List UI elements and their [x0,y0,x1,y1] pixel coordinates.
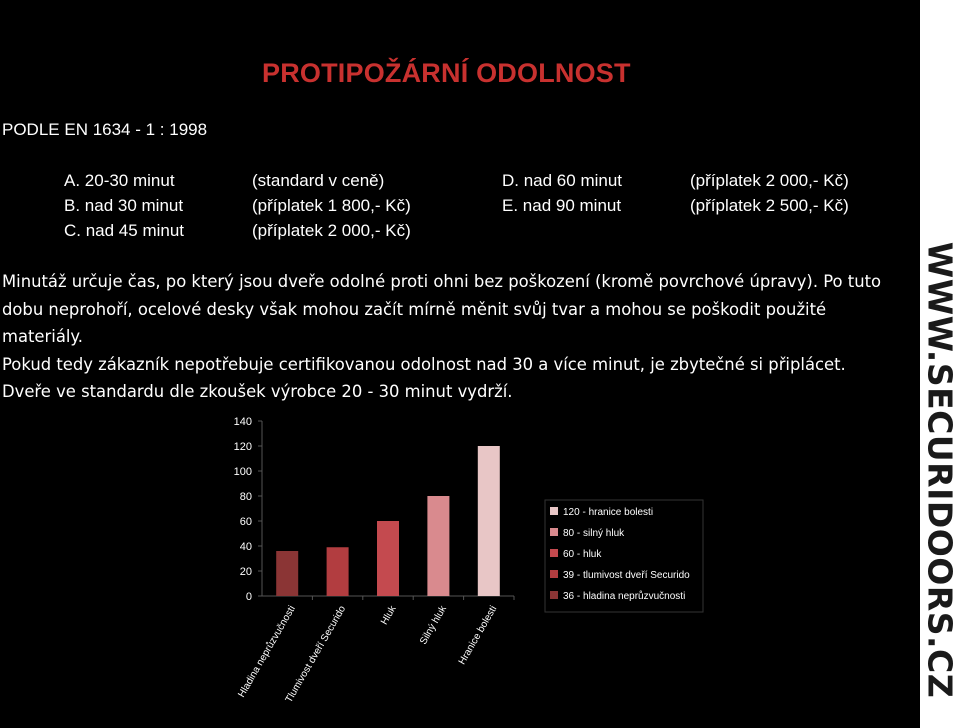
option-b-name: B. nad 30 minut [64,196,184,215]
legend-swatch [550,507,558,515]
bar [377,521,399,596]
option-e-price: (příplatek 2 500,- Kč) [690,196,849,215]
y-tick-label: 140 [233,416,252,428]
standard-subtitle: PODLE EN 1634 - 1 : 1998 [2,120,208,139]
y-tick-label: 60 [239,516,252,528]
option-e-name: E. nad 90 minut [502,196,622,215]
x-tick-label: Hluk [379,604,399,627]
bar [427,496,449,596]
option-c-price: (příplatek 2 000,- Kč) [252,221,411,240]
legend-swatch [550,528,558,536]
legend-label: 60 - hluk [563,549,602,560]
description-paragraph-3: Dveře ve standardu dle zkoušek výrobce 20 - 30 minut vydrží. [2,382,513,401]
option-a-name: A. 20-30 minut [64,171,175,190]
y-tick-label: 40 [239,541,252,553]
legend-label: 39 - tlumivost dveří Securido [563,570,690,581]
option-c-name: C. nad 45 minut [64,221,185,240]
legend-swatch [550,549,558,557]
page-title: PROTIPOŽÁRNÍ ODOLNOST [262,58,631,88]
brand-url: WWW.SECURIDOORS.CZ [920,241,960,699]
y-tick-label: 0 [245,591,252,603]
option-a-price: (standard v ceně) [252,171,385,190]
y-tick-label: 20 [239,566,252,578]
bar [276,551,298,596]
legend-swatch [550,570,558,578]
option-d-name: D. nad 60 minut [502,171,623,190]
x-tick-label: Hladina neprůzvučnosti [236,604,298,700]
x-tick-label: Tlumivost dveří Securido [283,604,349,705]
y-tick-label: 120 [233,441,252,453]
legend-swatch [550,591,558,599]
legend-label: 120 - hranice bolesti [563,507,654,518]
legend-label: 36 - hladina neprůzvučnosti [563,591,686,602]
option-d-price: (příplatek 2 000,- Kč) [690,171,849,190]
bar [327,547,349,596]
x-tick-label: Silný hluk [418,604,449,647]
legend-label: 80 - silný hluk [563,528,625,539]
description-paragraph-2: Pokud tedy zákazník nepotřebuje certifikovanou odolnost nad 30 a více minut, je zbytečné si připlácet. [2,354,846,374]
description-paragraph-1: Minutáž určuje čas, po který jsou dveře odolné proti ohni bez poškození (kromě povrchové úpravy). Po tuto dobu neprohoří, ocelové desky však mohou začít mírně měnit svůj tvar a mohou se poškodit použité materiály. [2,272,882,346]
bar [478,446,500,596]
y-tick-label: 80 [239,491,252,503]
option-b-price: (příplatek 1 800,- Kč) [252,196,411,215]
x-tick-label: Hranice bolesti [456,604,500,667]
y-tick-label: 100 [233,466,252,478]
